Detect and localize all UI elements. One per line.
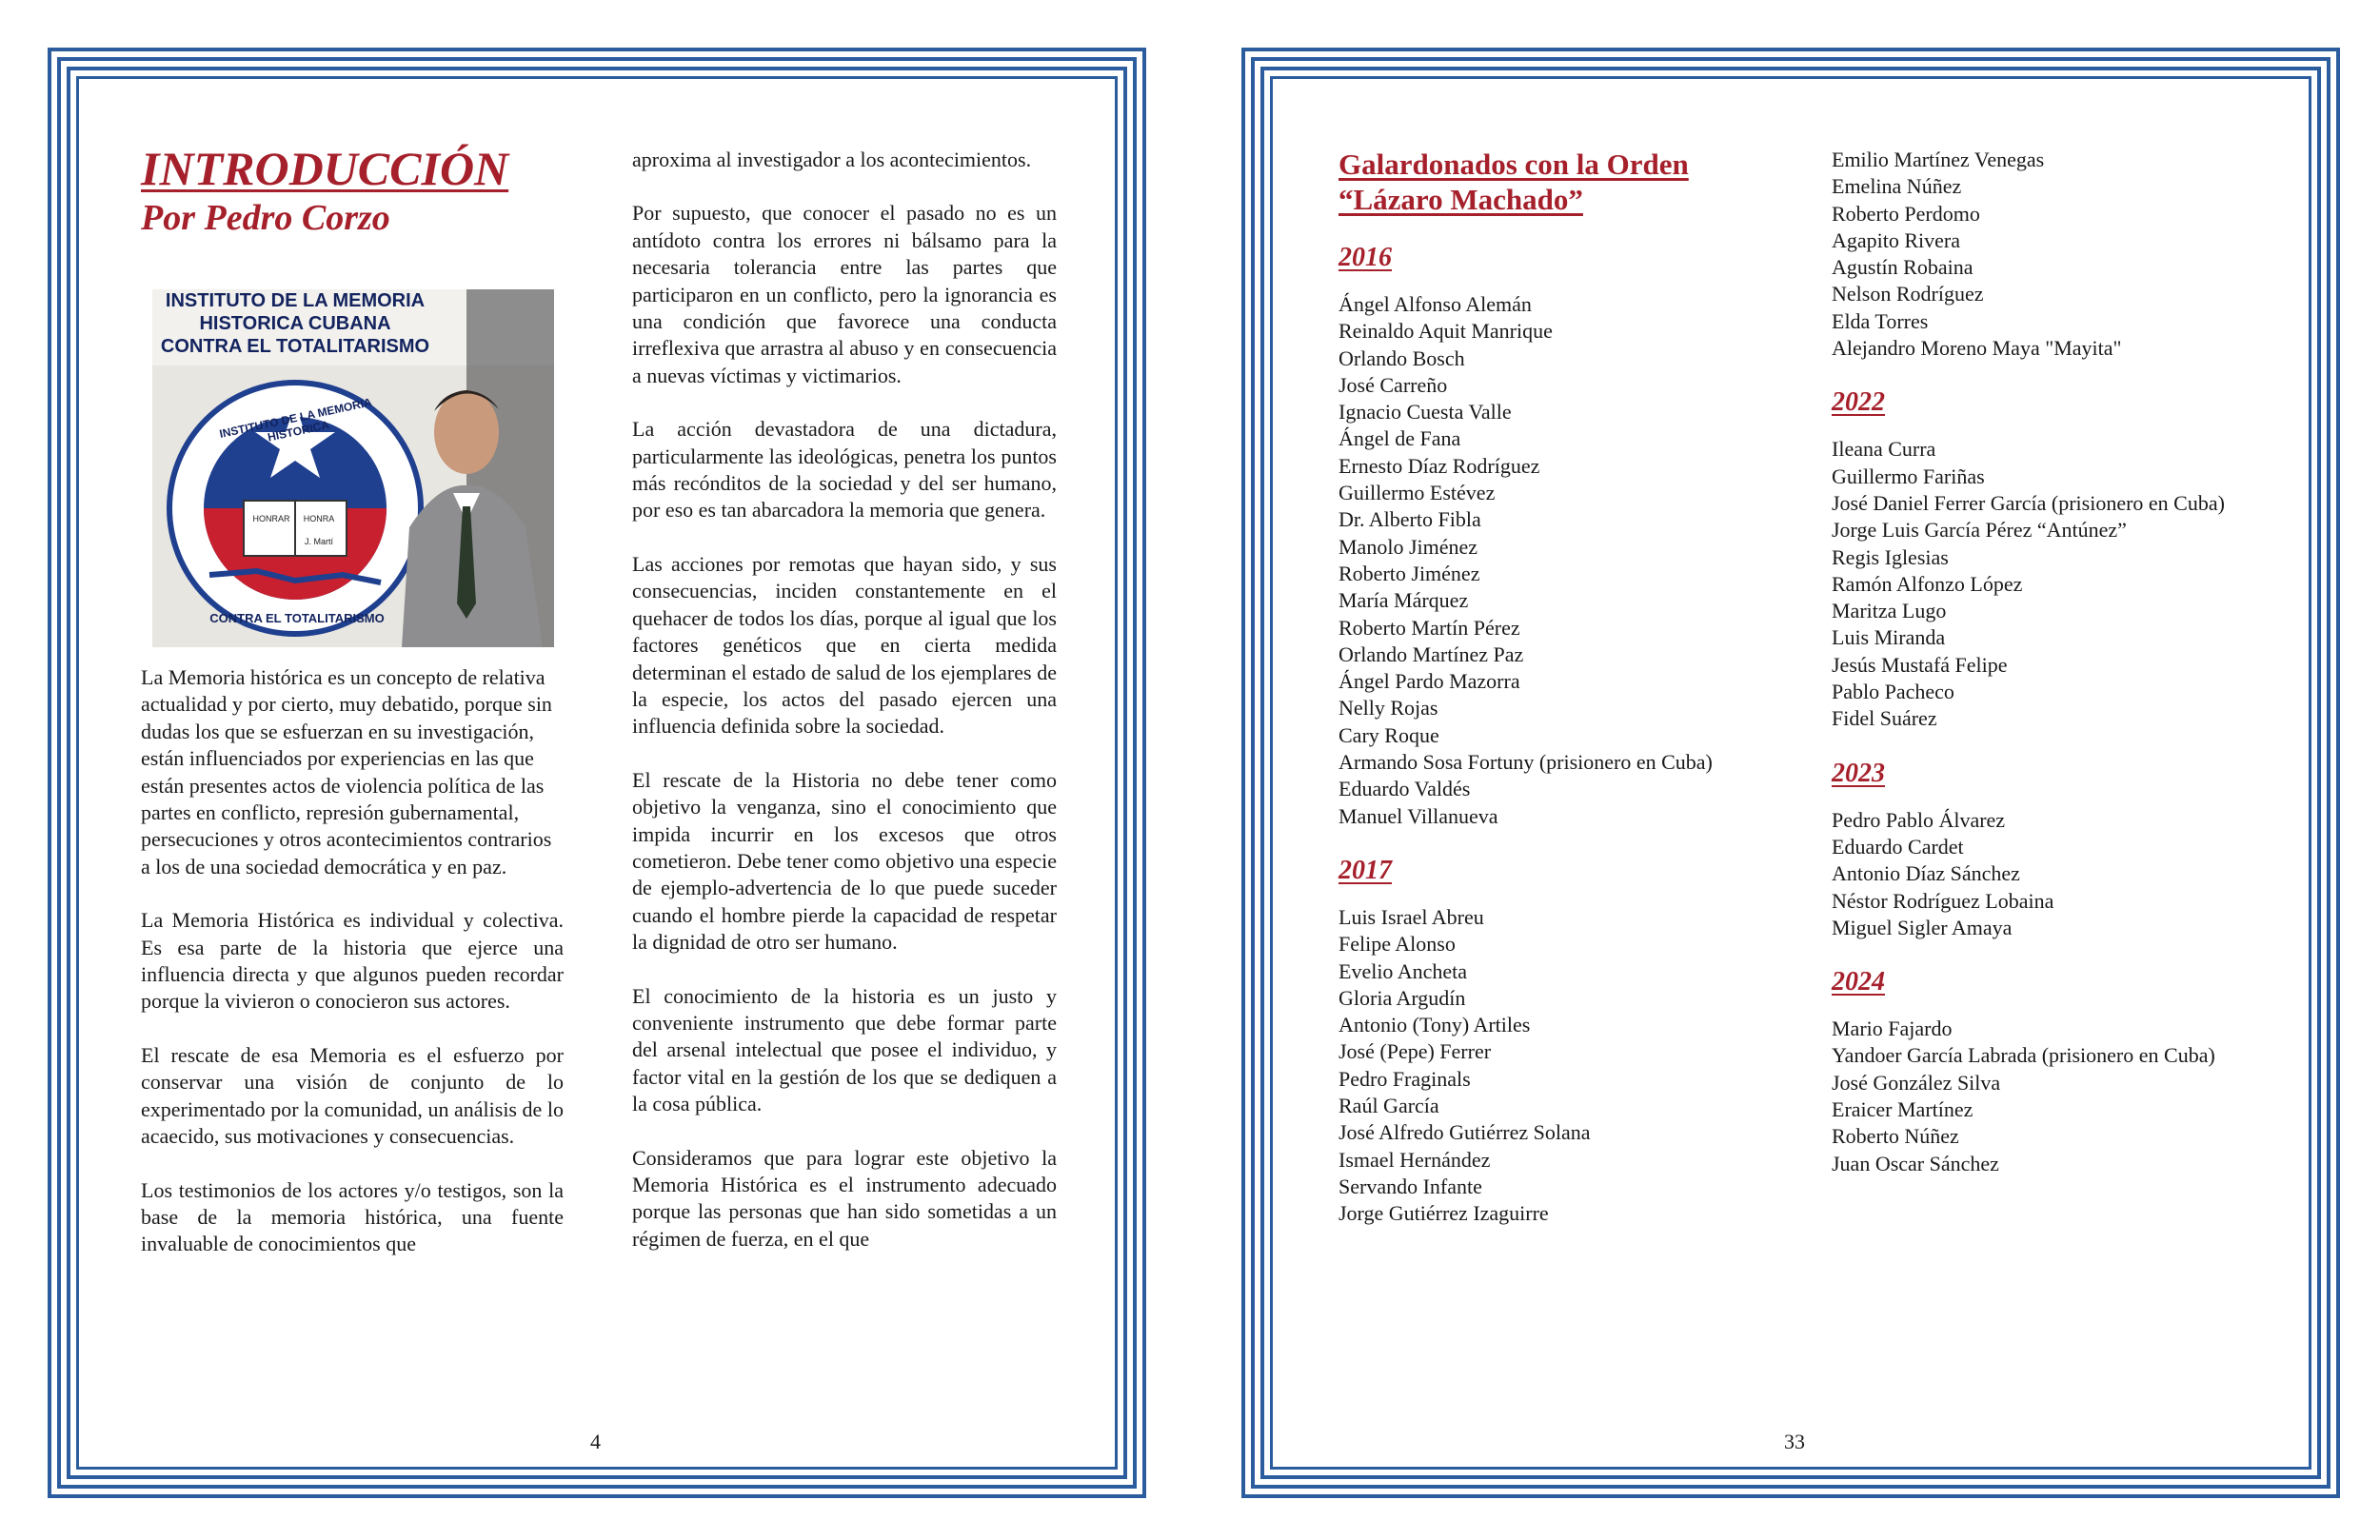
awardee-name: Cary Roque [1339,722,1439,747]
awardee-name: Eduardo Valdés [1339,777,1471,801]
intro-column-2 [632,147,1057,1279]
banner-line: HISTORICA CUBANA [199,313,391,334]
awardee-name: Armando Sosa Fortuny (prisionero en Cuba) [1339,750,1713,775]
awardee-name: Eduardo Cardet [1832,834,1964,859]
awardee-name: Guillermo Fariñas [1832,464,1985,488]
seal-book-caption: J. Martí [304,537,333,546]
banner-line: INSTITUTO DE LA MEMORIA [165,290,426,311]
awardee-name: José Daniel Ferrer García (prisionero en Cuba) [1832,490,2225,515]
awardee-name: Maritza Lugo [1832,599,1947,623]
awardee-name: Elda Torres [1832,308,1929,333]
awardee-name: Ángel de Fana [1339,426,1461,451]
awardee-name: José González Silva [1832,1070,2001,1095]
seal-bottom-text: CONTRA EL TOTALITARISMO [209,611,385,625]
awardee-name: Evelio Ancheta [1339,958,1468,983]
awards-name-list [1832,147,2260,362]
awardee-name: Raúl García [1339,1094,1439,1118]
awardee-name: Emelina Núñez [1832,174,1962,199]
awards-name-list [1339,904,1795,1228]
awardee-name: Juan Oscar Sánchez [1832,1151,1999,1175]
intro-column-1 [141,664,564,1285]
awardee-name: Manuel Villanueva [1339,803,1498,828]
awards-name-list [1339,291,1795,830]
paragraph: El rescate de esa Memoria es el esfuerzo por conservar una visión de conjunto de lo experimentado por la comunidad, un análisis de lo acaecido, sus motivaciones y consecuencias. [141,1042,564,1149]
awardee-name: Roberto Perdomo [1832,201,1980,226]
awards-title [1339,147,1795,217]
awardee-name: Nelson Rodríguez [1832,282,1984,306]
awardee-name: Jorge Luis García Pérez “Antúnez” [1832,518,2127,543]
awardee-name: Gloria Argudín [1339,985,1466,1010]
award-year-heading: 2023 [1832,758,1885,788]
awardee-name: Ernesto Díaz Rodríguez [1339,453,1540,478]
left-page [48,48,1146,1498]
awards-title-line: “Lázaro Machado” [1339,183,1583,216]
paragraph: La acción devastadora de una dictadura, particularmente las ideológicas, penetra los puntos más recónditos de la sociedad y del ser humano, por eso es tan abarcadora la memoria que genera. [632,417,1057,523]
awardee-name: Yandoer García Labrada (prisionero en Cuba) [1832,1043,2215,1068]
awardee-name: Emilio Martínez Venegas [1832,148,2045,171]
awardee-name: Felipe Alonso [1339,932,1456,957]
awards-column-1 [1339,147,1795,1253]
awardee-name: Jesús Mustafá Felipe [1832,652,2008,677]
awardee-name: Luis Israel Abreu [1339,904,1484,929]
award-year-heading: 2024 [1832,967,1885,997]
awardee-name: Orlando Bosch [1339,346,1465,370]
awards-column-2 [1832,147,2260,1202]
awards-name-list [1832,436,2260,732]
awardee-name: Alejandro Moreno Maya "Mayita" [1832,336,2122,361]
awardee-name: Fidel Suárez [1832,706,1937,731]
awardee-name: Néstor Rodríguez Lobaina [1832,888,2054,913]
page-number: 33 [1784,1430,1805,1453]
paragraph: El conocimiento de la historia es un justo y conveniente instrumento que debe formar parte del arsenal intelectual que posee el individuo, y factor vital en la gestión de los que se dediquen a la cosa pública. [632,983,1057,1116]
awardee-name: Pedro Fraginals [1339,1066,1471,1091]
award-year-heading: 2016 [1339,243,1392,272]
awardee-name: Guillermo Estévez [1339,481,1496,505]
seal-book-left: HONRAR [252,514,290,523]
awardee-name: José (Pepe) Ferrer [1339,1039,1492,1064]
awardee-name: Roberto Martín Pérez [1339,615,1520,640]
paragraph: El rescate de la Historia no debe tener como objetivo la venganza, sino el conocimiento que impida incurrir en los excesos que otros cometieron. Debe tener como objetivo una especie de ejemplo-advertencia de lo que puede suceder cuando el hombre pierde la capacidad de respetar la dignidad de otro ser humano. [632,767,1057,955]
awardee-name: Agapito Rivera [1832,227,1961,252]
award-year-heading: 2017 [1339,855,1392,885]
awardee-name: Pablo Pacheco [1832,680,1954,704]
awards-sections [1339,242,1795,1228]
paragraph: Las acciones por remotas que hayan sido, y sus consecuencias, inciden constantemente en el quehacer de todos los días, porque al igual que los factores genéticos que en cierta medida determinan el estado de salud de los ejemplares de la especie, los actos del pasado ejercen una influencia definida sobre la sociedad. [632,551,1057,739]
awardee-name: Antonio (Tony) Artiles [1339,1013,1531,1037]
paragraph: Consideramos que para lograr este objetivo la Memoria Histórica es el instrumento adecuado porque las personas que han sido sometidas a un régimen de fuerza, en el que [632,1145,1057,1251]
intro-byline: Por Pedro Corzo [141,198,390,238]
paragraph: La Memoria Histórica es individual y colectiva. Es esa parte de la historia que ejerce una influencia directa y que algunos pueden recordar porque la vivieron o conocieron sus actores. [141,908,564,1014]
award-year-heading: 2022 [1832,387,1885,418]
paragraph: aproxima al investigador a los acontecimientos. [632,148,1032,171]
awardee-name: Luis Miranda [1832,625,1946,650]
awardee-name: Regis Iglesias [1832,544,1949,569]
awardee-name: Reinaldo Aquit Manrique [1339,319,1553,344]
banner-line: CONTRA EL TOTALITARISMO [160,336,430,357]
awards-sections [1832,386,2260,1177]
institute-banner [152,289,438,358]
awardee-name: Miguel Sigler Amaya [1832,915,2013,939]
awardee-name: Antonio Díaz Sánchez [1832,861,2020,886]
awardee-name: Roberto Núñez [1832,1124,1959,1149]
awardee-name: Agustín Robaina [1832,255,1973,280]
awardee-name: Ángel Alfonso Alemán [1339,292,1532,316]
awardee-name: Pedro Pablo Álvarez [1832,807,2006,832]
awards-name-list [1832,1016,2260,1177]
awardee-name: María Márquez [1339,588,1469,613]
awardee-name: Mario Fajardo [1832,1017,1953,1041]
page-number: 4 [590,1430,601,1453]
paragraph: La Memoria histórica es un concepto de relativa actualidad y por cierto, muy debatido, porque sin dudas los que se esfuerzan en su investigación, están influenciados por experiencias en las que están presentes actos de violencia política de las partes en conflicto, represión gubernamental, persecuciones y otros acontecimientos contrarios a los de una sociedad democrática y en paz. [141,665,552,879]
awards-title-line: Galardonados con la Orden [1339,148,1689,181]
intro-title: INTRODUCCIÓN [141,142,509,195]
awardee-name: José Carreño [1339,372,1448,397]
paragraph: Los testimonios de los actores y/o testigos, son la base de la memoria histórica, una fuente invaluable de conocimientos que [141,1177,564,1256]
awardee-name: Eraicer Martínez [1832,1097,1973,1122]
awardee-name: Ángel Pardo Mazorra [1339,669,1520,694]
awardee-name: Orlando Martínez Paz [1339,642,1524,666]
awardee-name: Ignacio Cuesta Valle [1339,400,1512,424]
awardee-name: Ramón Alfonzo López [1832,571,2023,596]
paragraph: Por supuesto, que conocer el pasado no es un antídoto contra los errores ni bálsamo para la necesaria tolerancia entre las partes que participaron en un conflicto, pero la ignorancia es una condición que favorece una conducta irreflexiva que arrastra al abuso y en consecuencia a nuevas víctimas y victimarios. [632,201,1057,387]
seal-top-text: INSTITUTO DE LA MEMORIA HISTORICA [218,395,373,444]
awardee-name: Servando Infante [1339,1174,1482,1198]
awardee-name: Roberto Jiménez [1339,561,1480,585]
awardee-name: Ileana Curra [1832,437,1936,462]
seal-book-right: HONRA [303,514,335,523]
awardee-name: José Alfredo Gutiérrez Solana [1339,1120,1591,1145]
right-page [1241,48,2340,1498]
awards-name-list [1832,807,2260,941]
awardee-name: Jorge Gutiérrez Izaguirre [1339,1201,1549,1226]
author-photo [152,289,554,647]
awardee-name: Dr. Alberto Fibla [1339,507,1481,532]
awardee-name: Nelly Rojas [1339,696,1438,721]
awardee-name: Ismael Hernández [1339,1147,1491,1172]
awardee-name: Manolo Jiménez [1339,534,1478,559]
